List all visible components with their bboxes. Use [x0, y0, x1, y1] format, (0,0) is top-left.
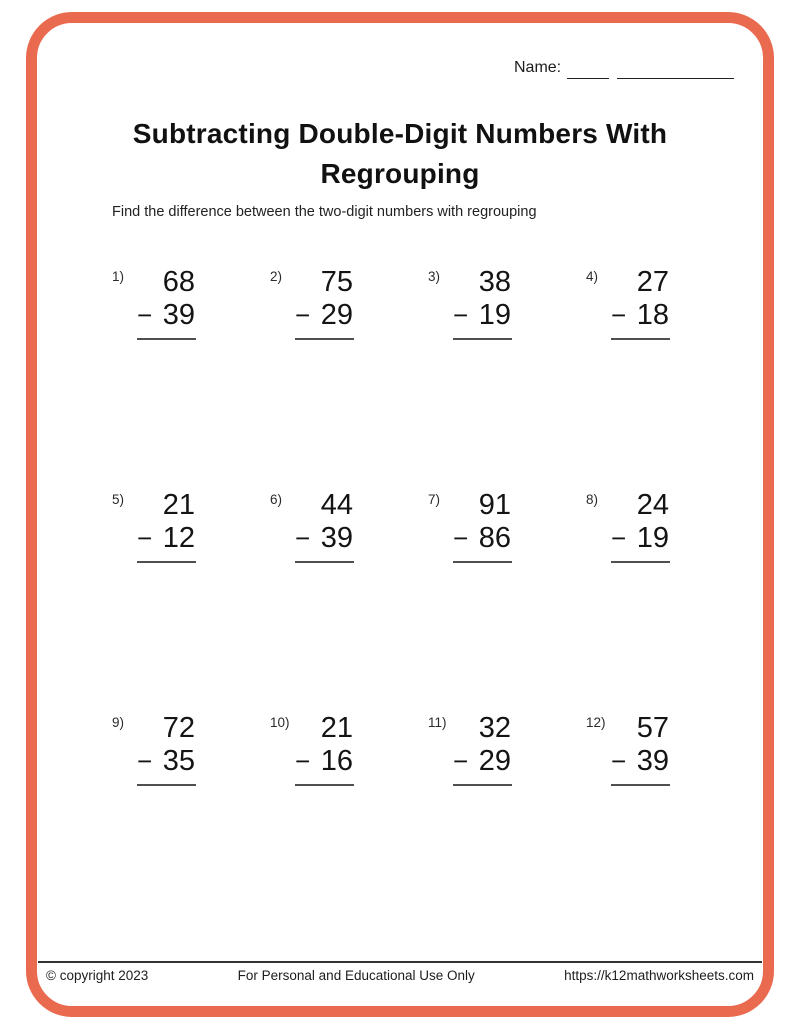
problem-8 — [586, 489, 670, 563]
problem-body — [611, 266, 670, 340]
problem-number: 2) — [270, 269, 283, 284]
problem-body — [453, 712, 512, 786]
problem-5 — [112, 489, 196, 563]
problem-body — [137, 266, 196, 340]
minus-sign: − — [611, 300, 627, 330]
problem-4 — [586, 266, 670, 340]
problem-7 — [428, 489, 512, 563]
minuend: 57 — [636, 712, 669, 744]
subtrahend-row — [295, 299, 354, 332]
subtrahend-row — [295, 745, 354, 778]
subtrahend: 18 — [636, 299, 669, 331]
problem-number: 4) — [586, 269, 599, 284]
problem-number: 8) — [586, 492, 599, 507]
minus-sign: − — [137, 746, 153, 776]
minus-sign: − — [453, 523, 469, 553]
subtrahend-row — [611, 299, 670, 332]
name-label: Name: — [514, 59, 562, 76]
footer — [38, 968, 762, 983]
subtrahend: 29 — [320, 299, 353, 331]
problems-grid — [112, 266, 670, 786]
subtrahend: 39 — [320, 522, 353, 554]
problem-number: 10) — [270, 715, 290, 730]
minus-sign: − — [453, 746, 469, 776]
minuend: 72 — [162, 712, 195, 744]
problem-12 — [586, 712, 670, 786]
subtrahend: 12 — [162, 522, 195, 554]
problem-number: 6) — [270, 492, 283, 507]
problem-number: 11) — [428, 715, 447, 730]
problem-body — [137, 712, 196, 786]
problem-6 — [270, 489, 354, 563]
problem-1 — [112, 266, 196, 340]
problem-number: 3) — [428, 269, 441, 284]
minus-sign: − — [137, 523, 153, 553]
footer-divider — [38, 961, 762, 963]
subtrahend: 19 — [478, 299, 511, 331]
subtrahend: 19 — [636, 522, 669, 554]
problem-body — [453, 489, 512, 563]
minuend: 44 — [320, 489, 353, 521]
subtrahend-row — [453, 745, 512, 778]
minuend: 91 — [478, 489, 511, 521]
minuend: 75 — [320, 266, 353, 298]
problem-body — [137, 489, 196, 563]
minuend: 68 — [162, 266, 195, 298]
minuend: 21 — [162, 489, 195, 521]
minuend: 27 — [636, 266, 669, 298]
subtrahend-row — [453, 299, 512, 332]
problem-11 — [428, 712, 512, 786]
minuend: 24 — [636, 489, 669, 521]
problem-9 — [112, 712, 196, 786]
subtrahend: 29 — [478, 745, 511, 777]
subtrahend-row — [295, 522, 354, 555]
problem-10 — [270, 712, 354, 786]
copyright-text: © copyright 2023 — [46, 968, 149, 983]
subtrahend-row — [453, 522, 512, 555]
subtrahend: 39 — [162, 299, 195, 331]
minus-sign: − — [295, 300, 311, 330]
name-field-row — [514, 56, 734, 79]
problem-2 — [270, 266, 354, 340]
subtrahend-row — [611, 522, 670, 555]
subtrahend-row — [611, 745, 670, 778]
subtrahend: 86 — [478, 522, 511, 554]
usage-text: For Personal and Educational Use Only — [237, 968, 475, 983]
problem-number: 7) — [428, 492, 441, 507]
subtrahend: 35 — [162, 745, 195, 777]
problem-body — [611, 712, 670, 786]
problem-body — [453, 266, 512, 340]
subtrahend: 39 — [636, 745, 669, 777]
problem-number: 5) — [112, 492, 125, 507]
minus-sign: − — [453, 300, 469, 330]
problem-number: 12) — [586, 715, 606, 730]
name-blank-line — [617, 57, 734, 79]
problem-body — [295, 266, 354, 340]
subtrahend-row — [137, 299, 196, 332]
minus-sign: − — [295, 746, 311, 776]
problem-number: 1) — [112, 269, 125, 284]
minuend: 21 — [320, 712, 353, 744]
name-blank-line — [567, 57, 609, 79]
minus-sign: − — [137, 300, 153, 330]
subtrahend: 16 — [320, 745, 353, 777]
minuend: 32 — [478, 712, 511, 744]
subtrahend-row — [137, 745, 196, 778]
minus-sign: − — [611, 523, 627, 553]
subtrahend-row — [137, 522, 196, 555]
website-url: https://k12mathworksheets.com — [564, 968, 754, 983]
problem-3 — [428, 266, 512, 340]
problem-body — [295, 712, 354, 786]
minus-sign: − — [295, 523, 311, 553]
problem-number: 9) — [112, 715, 125, 730]
instruction-text: Find the difference between the two-digit numbers with regrouping — [112, 204, 537, 220]
problem-body — [611, 489, 670, 563]
problem-body — [295, 489, 354, 563]
minuend: 38 — [478, 266, 511, 298]
minus-sign: − — [611, 746, 627, 776]
page-title: Subtracting Double-Digit Numbers With Regrouping — [132, 117, 668, 189]
